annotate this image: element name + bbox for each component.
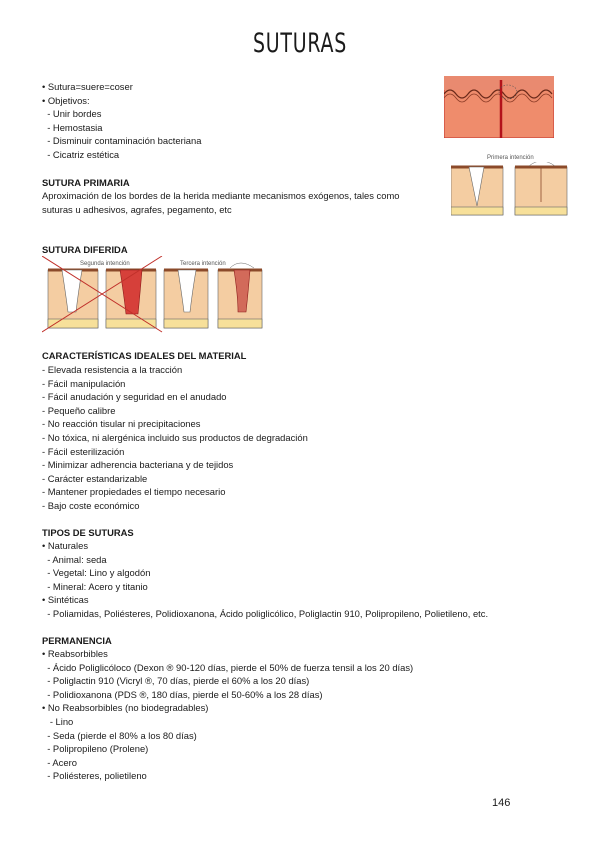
primaria-heading: SUTURA PRIMARIA <box>42 177 130 188</box>
permanencia-heading: PERMANENCIA <box>42 635 112 646</box>
list-item: - Ácido Poliglicóloco (Dexon ® 90-120 días, pierde el 50% de fuerza tensil a los 20 días) <box>42 661 414 673</box>
diferida-panel-1 <box>48 270 98 328</box>
primaria-text <box>42 189 442 217</box>
diferida-heading: SUTURA DIFERIDA <box>42 244 128 255</box>
list-item: - Pequeño calibre <box>42 404 116 416</box>
list-item: • Sintéticas <box>42 594 89 606</box>
list-item: - Poliésteres, polietileno <box>42 770 147 782</box>
list-item: - Mineral: Acero y titanio <box>42 580 148 592</box>
figure-label-second: Segunda intención <box>80 261 130 267</box>
list-item: - Mantener propiedades el tiempo necesario <box>42 486 226 498</box>
intro-section <box>42 80 201 162</box>
list-item: • Naturales <box>42 540 89 551</box>
list-item: - Poliamidas, Poliésteres, Polidioxanona, Ácido poliglicólico, Poliglactin 910, Polipropileno, Polietileno, etc. <box>42 607 489 619</box>
primaria-text-line: Aproximación de los bordes de la herida mediante mecanismos exógenos, tales como <box>42 190 400 201</box>
list-item: - Fácil manipulación <box>42 377 126 389</box>
list-item: - Bajo coste económico <box>42 499 140 511</box>
diferida-panel-2 <box>106 270 156 328</box>
intro-line: - Disminuir contaminación bacteriana <box>42 135 202 147</box>
page-number: 146 <box>492 797 511 809</box>
list-item: • Reabsorbibles <box>42 648 108 659</box>
intro-line: - Hemostasia <box>42 121 103 133</box>
sutured-wound-photo <box>444 76 554 138</box>
delayed-suture-figure <box>42 256 264 334</box>
list-item: - No reacción tisular ni precipitaciones <box>42 418 201 430</box>
list-item: - Animal: seda <box>42 553 107 565</box>
primaria-text-line: suturas u adhesivos, agrafes, pegamento, etc <box>42 204 232 215</box>
list-item: - Polipropileno (Prolene) <box>42 743 149 755</box>
list-item: - Fácil anudación y seguridad en el anudado <box>42 391 227 403</box>
diferida-panel-3 <box>164 270 208 328</box>
primary-panel-open <box>451 167 503 215</box>
intro-line: - Unir bordes <box>42 108 102 120</box>
page-title: SUTURAS <box>252 28 348 59</box>
tipos-list <box>42 539 488 621</box>
figure-label-third: Tercera intención <box>180 261 226 267</box>
diferida-panel-4 <box>218 263 262 328</box>
list-item: - Polidioxanona (PDS ®, 180 días, pierde el 50-60% a los 28 días) <box>42 688 323 700</box>
list-item: - Seda (pierde el 80% a los 80 días) <box>42 729 197 741</box>
list-item: - Minimizar adherencia bacteriana y de tejidos <box>42 459 234 471</box>
intro-line: • Sutura=suere=coser <box>42 81 133 92</box>
primary-panel-closed <box>515 162 567 215</box>
list-item: - Elevada resistencia a la tracción <box>42 364 183 375</box>
permanencia-list <box>42 647 413 783</box>
primary-intention-figure <box>451 162 571 222</box>
list-item: - No tóxica, ni alergénica incluido sus productos de degradación <box>42 431 308 443</box>
list-item: - Vegetal: Lino y algodón <box>42 567 151 579</box>
intro-line: - Cicatriz estética <box>42 148 120 160</box>
list-item: - Lino <box>42 715 74 727</box>
tipos-heading: TIPOS DE SUTURAS <box>42 527 134 538</box>
list-item: - Acero <box>42 756 77 768</box>
list-item: • No Reabsorbibles (no biodegradables) <box>42 702 209 714</box>
list-item: - Carácter estandarizable <box>42 472 148 484</box>
list-item: - Poliglactin 910 (Vicryl ®, 70 días, pierde el 60% a los 20 días) <box>42 675 310 687</box>
list-item: - Fácil esterilización <box>42 445 125 457</box>
intro-line: • Objetivos: <box>42 94 90 106</box>
figure-label-primary: Primera intención <box>487 155 534 161</box>
caracteristicas-heading: CARACTERÍSTICAS IDEALES DEL MATERIAL <box>42 350 247 361</box>
caracteristicas-list <box>42 363 308 513</box>
